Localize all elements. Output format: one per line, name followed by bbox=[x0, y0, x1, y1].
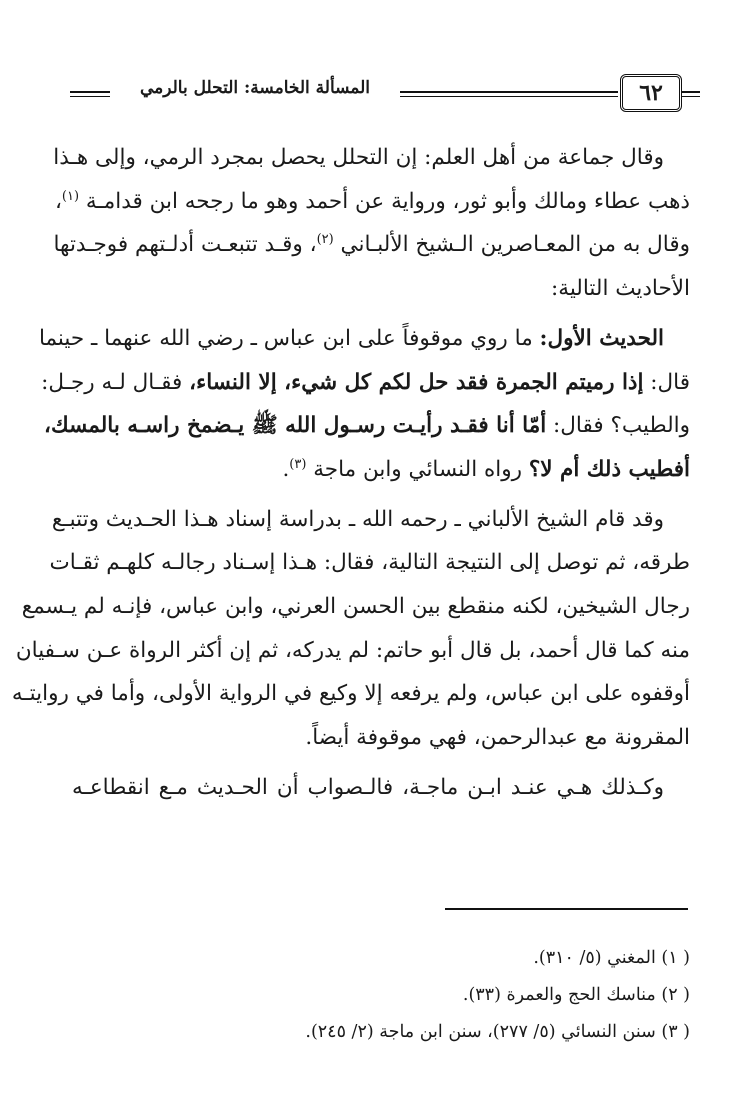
paragraph-4 bbox=[72, 766, 690, 810]
header-rule-middle bbox=[400, 91, 618, 93]
text-line: رجال الشيخين، لكنه منقطع بين الحسن العرني، وابن عباس، فإنـه لم يـسمع bbox=[21, 594, 690, 620]
text-span: والطيب؟ فقال: bbox=[546, 413, 690, 439]
text-line bbox=[44, 404, 690, 448]
text-line: منه كما قال أحمد، بل قال أبو حاتم: لم يدركه، ثم إن أكثر الرواة عـن سـفيان bbox=[15, 637, 690, 663]
footnote-3: ( ٣) سنن النسائي (٥/ ٢٧٧)، سنن ابن ماجة (٢/ ٢٤٥). bbox=[305, 1022, 690, 1042]
text-span: ، وقـد تتبعـت أدلـتهم فوجـدتها bbox=[53, 232, 317, 258]
hadith-quote: أمّا أنا فقـد رأيـت رسـول الله ﷺ يـضمخ راسـه بالمسك، bbox=[44, 413, 547, 439]
main-text bbox=[11, 136, 690, 810]
text-span: ، bbox=[54, 188, 62, 214]
hadith-quote: إذا رميتم الجمرة فقد حل لكم كل شيء، إلا النساء، bbox=[189, 369, 644, 395]
hadith-quote: أفطيب ذلك أم لا؟ bbox=[528, 456, 690, 482]
running-title: المسألة الخامسة: التحلل بالرمي bbox=[139, 78, 371, 98]
text-line: وكـذلك هـي عنـد ابـن ماجـة، فالـصواب أن الحـديث مـع انقطاعـه bbox=[72, 774, 664, 800]
text-span: وقال به من المعـاصرين الـشيخ الألبـاني bbox=[340, 232, 690, 258]
text-span: فقـال لـه رجـل: bbox=[41, 369, 190, 395]
footnote-1: ( ١) المغني (٥/ ٣١٠). bbox=[533, 948, 690, 968]
footnote-ref-1[interactable]: (١) bbox=[61, 188, 80, 204]
text-line: وقد قام الشيخ الألباني ـ رحمه الله ـ بدراسة إسناد هـذا الحـديث وتتبـع bbox=[51, 506, 664, 532]
footnote-ref-3[interactable]: (٣) bbox=[289, 456, 307, 472]
text-line: طرقه، ثم توصل إلى النتيجة التالية، فقال: هـذا إسـناد رجالـه كلهـم ثقـات bbox=[49, 550, 690, 576]
header-rule-right bbox=[682, 91, 700, 93]
footnote-2: ( ٢) مناسك الحج والعمرة (٣٣). bbox=[462, 985, 690, 1005]
text-span: ما روي موقوفاً على ابن عباس ـ رضي الله عنهما ـ حينما bbox=[38, 325, 540, 351]
text-line: الأحاديث التالية: bbox=[551, 276, 690, 302]
paragraph-2 bbox=[38, 317, 690, 492]
text-line bbox=[38, 317, 690, 361]
footnote-ref-2[interactable]: (٢) bbox=[316, 232, 334, 248]
text-line bbox=[72, 448, 690, 492]
hadith-heading: الحديث الأول: bbox=[539, 325, 664, 351]
text-line bbox=[54, 180, 690, 224]
text-line bbox=[41, 361, 690, 405]
paragraph-1 bbox=[53, 136, 690, 311]
text-span: . bbox=[282, 456, 290, 482]
page-header bbox=[70, 74, 700, 114]
text-line: وقال جماعة من أهل العلم: إن التحلل يحصل بمجرد الرمي، وإلى هـذا bbox=[53, 145, 664, 170]
footnotes bbox=[72, 940, 690, 1051]
header-rule-left bbox=[70, 91, 110, 93]
paragraph-3 bbox=[11, 498, 690, 760]
text-line bbox=[53, 223, 690, 267]
text-span: رواه النسائي وابن ماجة bbox=[313, 456, 529, 482]
text-span: قال: bbox=[643, 369, 690, 395]
page-number: ٦٢ bbox=[620, 74, 682, 112]
text-line: أوقفوه على ابن عباس، ولم يرفعه إلا وكيع في الرواية الأولى، وأما في روايتـه bbox=[11, 681, 690, 707]
footnote-separator bbox=[445, 908, 688, 910]
text-span: ذهب عطاء ومالك وأبو ثور، ورواية عن أحمد وهو ما رجحه ابن قدامـة bbox=[85, 188, 690, 214]
text-line: المقرونة مع عبدالرحمن، فهي موقوفة أيضاً. bbox=[305, 725, 690, 751]
